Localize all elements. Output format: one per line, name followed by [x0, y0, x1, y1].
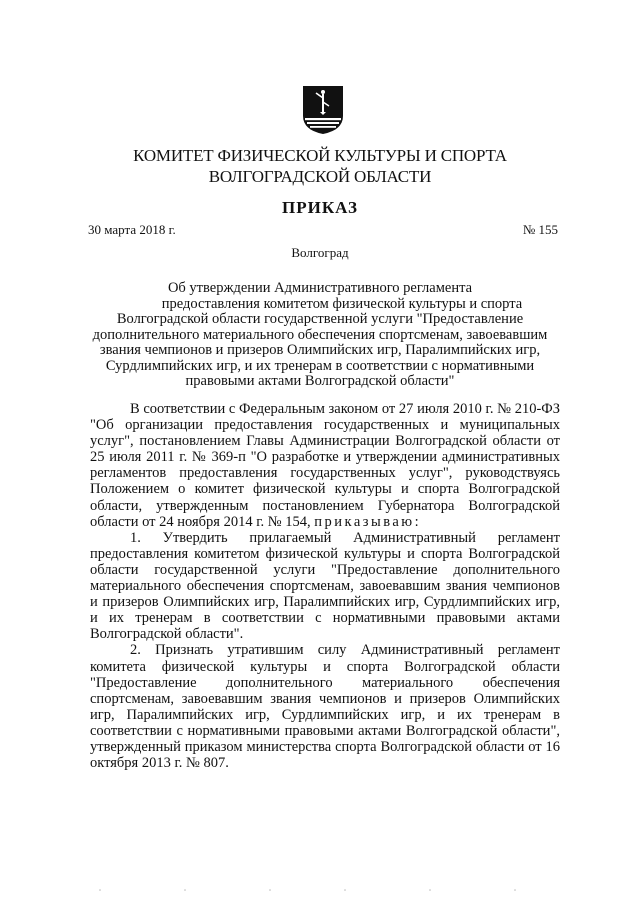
- document-city: Волгоград: [291, 245, 349, 260]
- subject-line: Сурдлимпийских игр, и их тренерам в соответствии с нормативными: [105, 357, 535, 374]
- document-number: № 155: [522, 222, 558, 237]
- volgograd-coat-of-arms-icon: [301, 84, 345, 136]
- organization-name-line2: ВОЛГОГРАДСКОЙ ОБЛАСТИ: [208, 167, 432, 186]
- subject-line: Волгоградской области государственной услуги "Предоставление: [116, 311, 524, 327]
- order-word: приказываю:: [314, 513, 422, 530]
- subject-line: звания чемпионов и призеров Олимпийских игр, Паралимпийских игр,: [99, 342, 541, 358]
- subject-line: правовыми актами Волгоградской области": [185, 373, 455, 389]
- document-date: 30 марта 2018 г.: [88, 222, 176, 237]
- item-1-paragraph: 1. Утвердить прилагаемый Административный регламент предоставления комитетом физической культуры и спорта Волгоградской области государственной услуги "Предоставление дополнительного материального обеспечения спортсменам, завоевавшим звания чемпионов и призеров Олимпийских игр, Паралимпийских игр, Сурдлимпийских игр, и их тренерам в соответствии с нормативными правовыми актами Волгоградской области".: [90, 529, 560, 643]
- organization-name-line1: КОМИТЕТ ФИЗИЧЕСКОЙ КУЛЬТУРЫ И СПОРТА: [133, 146, 507, 165]
- scan-artifact-dots: [90, 886, 560, 894]
- document-type: ПРИКАЗ: [282, 198, 358, 217]
- subject-line: предоставления комитетом физической культуры и спорта: [161, 295, 523, 312]
- preamble-paragraph: [90, 401, 560, 530]
- subject-line: Об утверждении Административного регламента: [167, 280, 473, 296]
- preamble-text: В соответствии с Федеральным законом от 27 июля 2010 г. № 210-ФЗ "Об организации предоставления государственных и муниципальных услуг", постановлением Главы Администрации Волгоградской области от 25 июля 2011 г. № 369-п "О разработке и утверждении административных регламентов предоставления государственных услуг", руководствуясь Положением о комитет физической культуры и спорта Волгоградской области, утвержденным постановлением Губернатора Волгоградской области от 24 ноября 2014 г. № 154,: [90, 401, 560, 530]
- item-2-paragraph: 2. Признать утратившим силу Административный регламент комитета физической культуры и спорта Волгоградской области "Предоставление дополнительного материального обеспечения спортсменам, завоевавшим звания чемпионов и призеров Олимпийских игр, Паралимпийских игр, Сурдлимпийских игр, и их тренерам в соответствии с нормативными правовыми актами Волгоградской области", утвержденный приказом министерства спорта Волгоградской области от 16 октября 2013 г. № 807.: [90, 642, 560, 772]
- subject-line: дополнительного материального обеспечения спортсменам, завоевавшим: [92, 326, 548, 343]
- document-body: [90, 401, 560, 771]
- document-subject: [82, 281, 558, 390]
